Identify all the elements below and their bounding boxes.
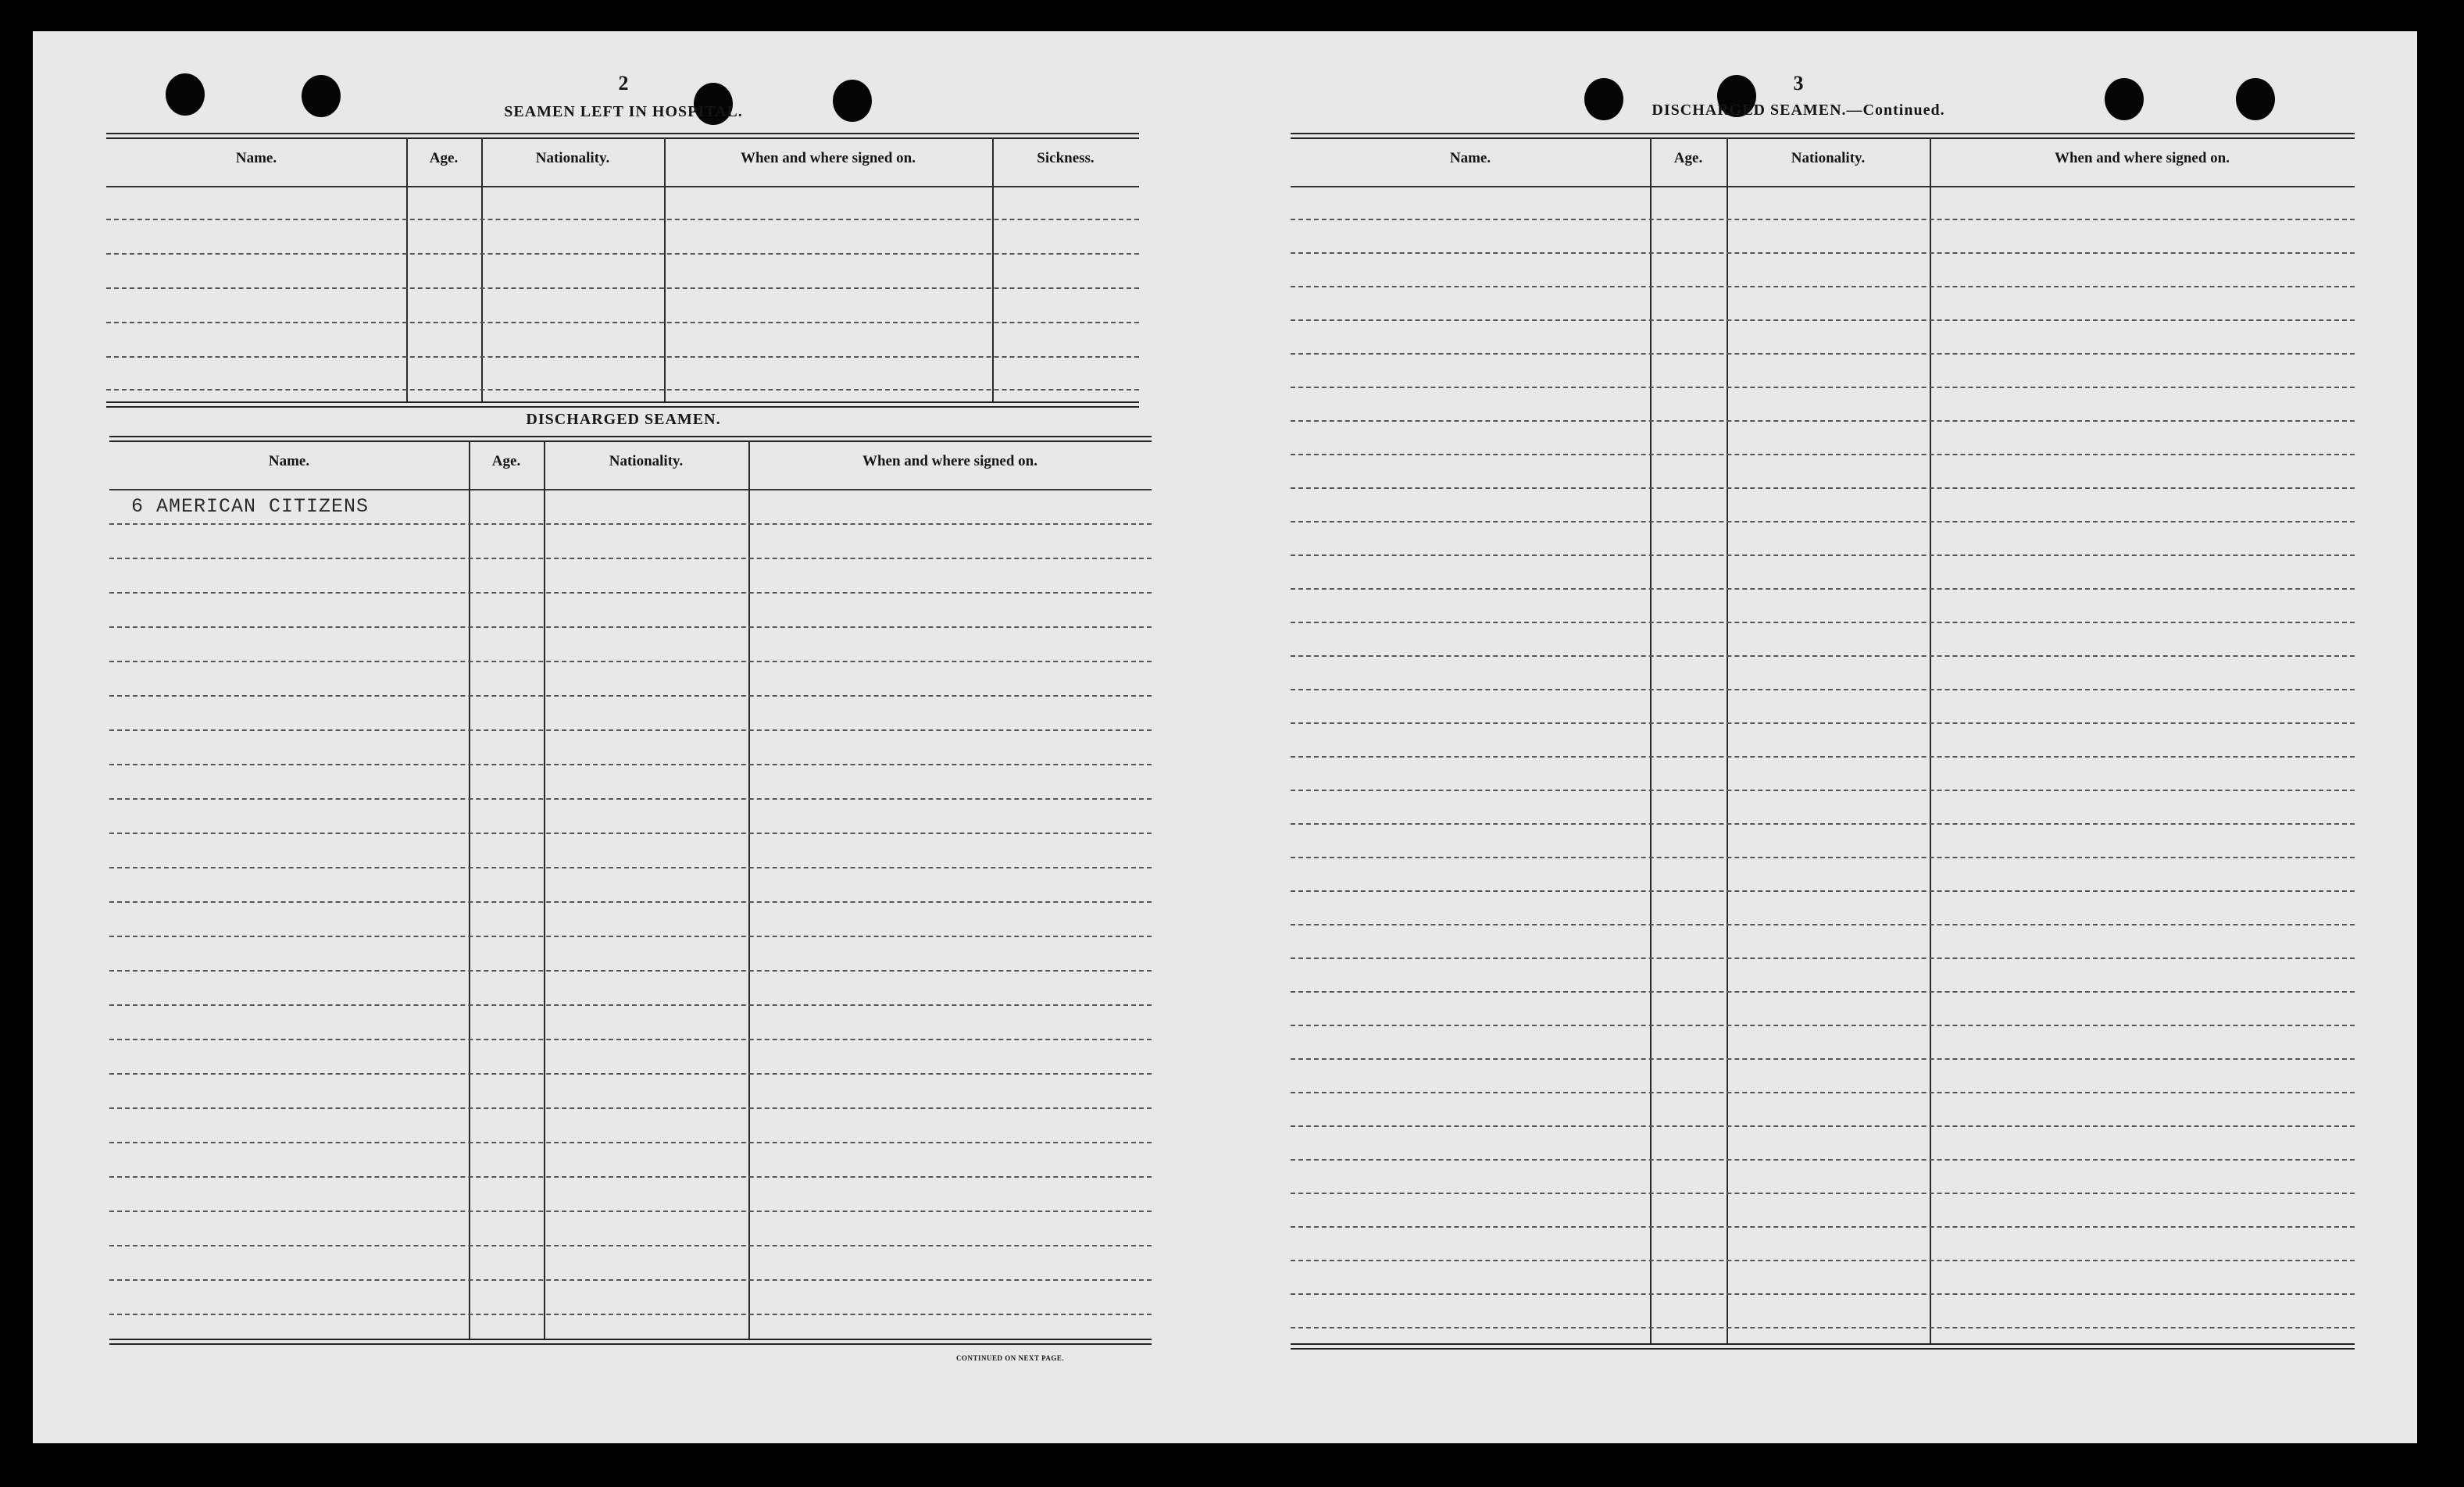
punch-hole	[1584, 78, 1623, 120]
discharged-section-title: DISCHARGED SEAMEN.	[526, 411, 721, 428]
discharged-col-name: Name.	[268, 453, 310, 469]
hospital-col-sickness: Sickness.	[1037, 150, 1095, 166]
discharged-table-left	[109, 436, 1152, 1373]
document-sheet	[33, 31, 2417, 1443]
hospital-col-signed-on: When and where signed on.	[740, 150, 916, 166]
hospital-col-age: Age.	[429, 150, 459, 166]
hospital-table	[106, 133, 1139, 442]
right-col-age: Age.	[1673, 150, 1703, 166]
hospital-section-title: SEAMEN LEFT IN HOSPITAL.	[504, 103, 743, 120]
hospital-col-name: Name.	[235, 150, 277, 166]
punch-hole	[2236, 78, 2275, 120]
punch-hole	[833, 80, 872, 122]
punch-hole	[302, 75, 341, 117]
discharged-entry-name: 6 AMERICAN CITIZENS	[131, 495, 370, 518]
right-col-signed-on: When and where signed on.	[2054, 150, 2230, 166]
punch-hole	[2105, 78, 2144, 120]
right-page-title: DISCHARGED SEAMEN.—Continued.	[1652, 102, 1945, 119]
discharged-col-signed-on: When and where signed on.	[862, 453, 1037, 469]
punch-hole	[166, 73, 205, 116]
right-page-number: 3	[1793, 72, 1804, 94]
continued-on-next-page: CONTINUED ON NEXT PAGE.	[956, 1354, 1065, 1362]
right-col-name: Name.	[1449, 150, 1491, 166]
hospital-col-nationality: Nationality.	[535, 150, 610, 166]
discharged-table-right	[1291, 133, 2355, 1382]
discharged-col-age: Age.	[491, 453, 521, 469]
right-col-nationality: Nationality.	[1791, 150, 1866, 166]
left-page-number: 2	[618, 72, 629, 94]
discharged-col-nationality: Nationality.	[609, 453, 684, 469]
